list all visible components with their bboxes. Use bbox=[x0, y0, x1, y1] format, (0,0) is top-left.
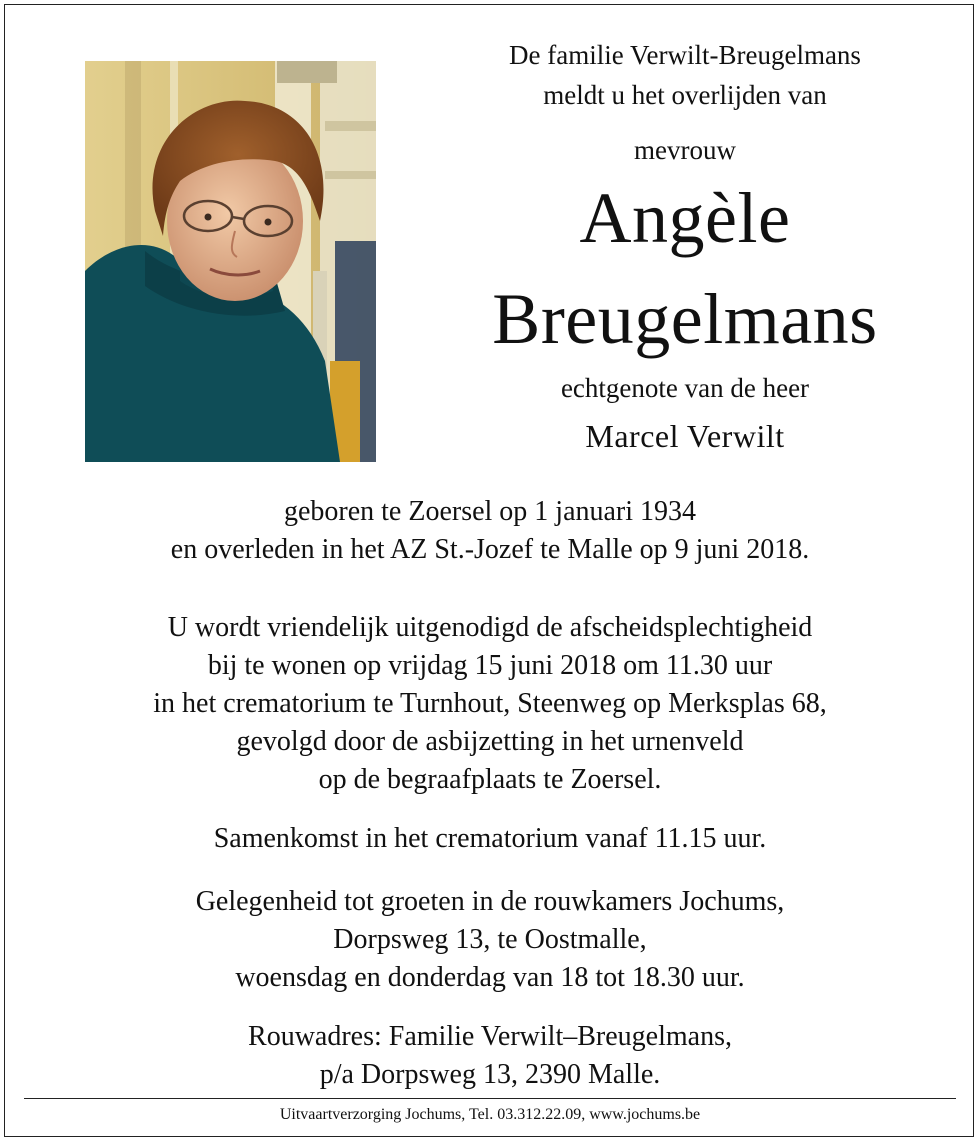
ceremony-line: bij te wonen op vrijdag 15 juni 2018 om 11.30 uur bbox=[207, 650, 773, 681]
visitation-line: Dorpsweg 13, te Oostmalle, bbox=[333, 924, 647, 955]
portrait-photo bbox=[85, 61, 376, 462]
spouse-name: Marcel Verwilt bbox=[585, 418, 785, 454]
ceremony-line: gevolgd door de asbijzetting in het urnenveld bbox=[236, 726, 744, 757]
visitation-line: Gelegenheid tot groeten in de rouwkamers Jochums, bbox=[195, 886, 785, 917]
gathering-line: Samenkomst in het crematorium vanaf 11.15 uur. bbox=[213, 823, 767, 854]
visitation-line: woensdag en donderdag van 18 tot 18.30 uur. bbox=[235, 962, 745, 993]
honorific: mevrouw bbox=[634, 135, 736, 165]
ceremony-line: U wordt vriendelijk uitgenodigd de afscheidsplechtigheid bbox=[167, 612, 813, 643]
address-line: Rouwadres: Familie Verwilt–Breugelmans, bbox=[248, 1021, 732, 1052]
birth-line: geboren te Zoersel op 1 januari 1934 bbox=[283, 496, 697, 527]
family-announcement-line: De familie Verwilt-Breugelmans bbox=[509, 40, 861, 70]
footer-divider bbox=[24, 1098, 956, 1099]
ceremony-line: op de begraafplaats te Zoersel. bbox=[318, 764, 662, 795]
funeral-home-footer: Uitvaartverzorging Jochums, Tel. 03.312.22.09, www.jochums.be bbox=[279, 1106, 701, 1123]
ceremony-line: in het crematorium te Turnhout, Steenweg op Merksplas 68, bbox=[153, 688, 827, 719]
death-line: en overleden in het AZ St.-Jozef te Malle op 9 juni 2018. bbox=[170, 534, 810, 565]
deceased-first-name: Angèle bbox=[579, 178, 791, 258]
deceased-last-name: Breugelmans bbox=[492, 279, 878, 359]
spouse-intro: echtgenote van de heer bbox=[560, 373, 810, 403]
announcement-line: meldt u het overlijden van bbox=[543, 80, 827, 110]
address-line: p/a Dorpsweg 13, 2390 Malle. bbox=[319, 1059, 661, 1090]
